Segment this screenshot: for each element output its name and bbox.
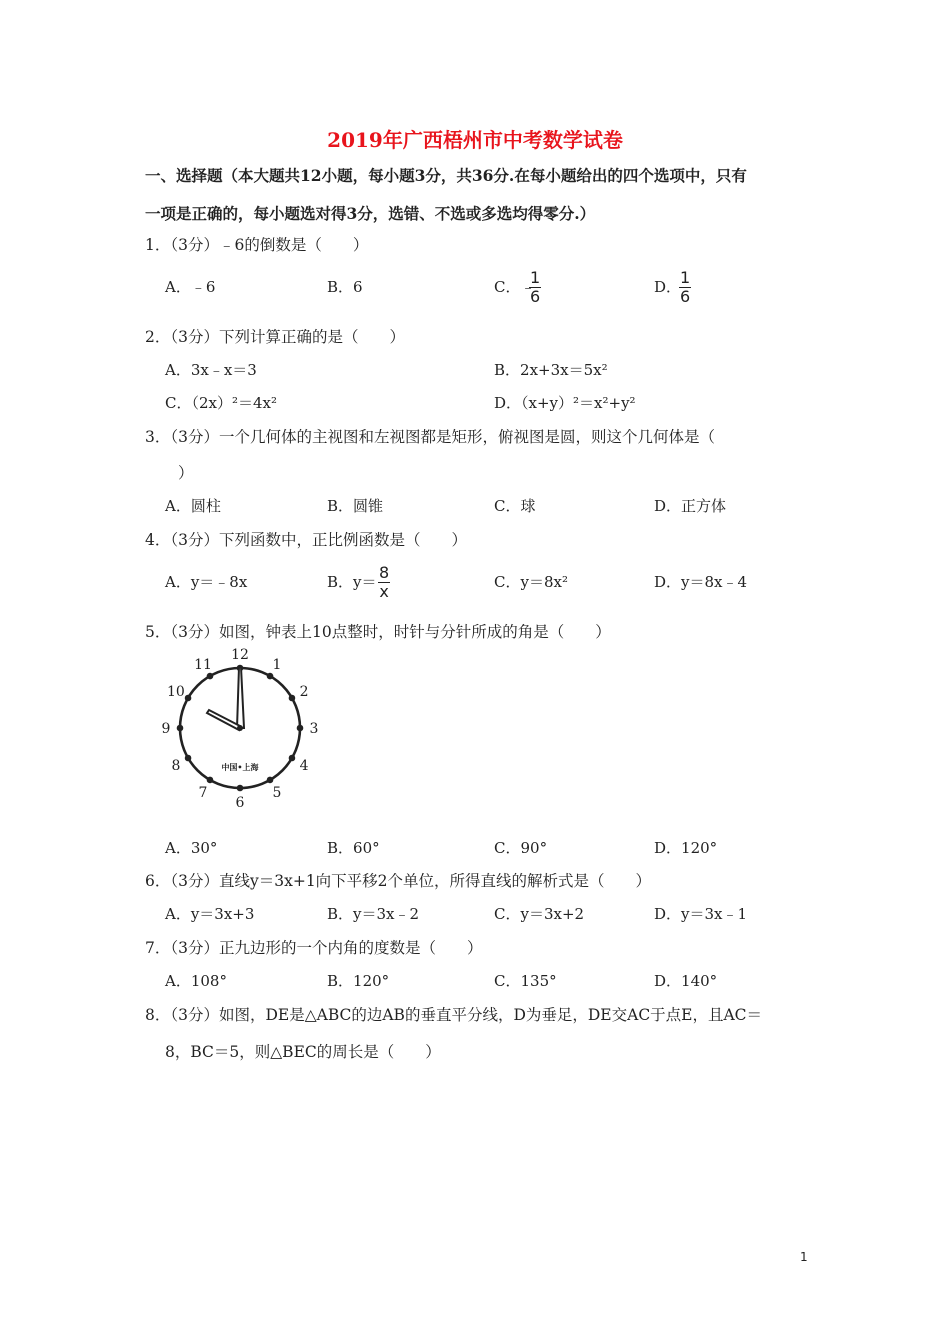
clock-number-11: 11: [194, 656, 212, 673]
question-3-option-d: D．正方体: [654, 497, 727, 515]
question-4-option-a: A．y＝﹣8x: [165, 573, 248, 591]
question-7-option-b: B．120°: [327, 972, 390, 990]
fraction-denominator: 6: [680, 287, 691, 306]
clock-number-3: 3: [309, 721, 319, 737]
question-3-option-c: C．球: [494, 497, 536, 515]
question-2-option-d: D．（x+y）²＝x²+y²: [494, 394, 636, 412]
question-7-option-d: D．140°: [654, 972, 718, 990]
question-1-option-a: A．﹣6: [165, 278, 216, 296]
clock-number-12: 12: [231, 647, 249, 663]
question-1-option-c-prefix: C．﹣: [494, 278, 536, 296]
clock-center: [237, 725, 243, 731]
question-1-option-b: B．6: [327, 278, 363, 296]
clock-number-8: 8: [171, 758, 181, 774]
clock-hour-dot: [185, 695, 192, 702]
clock-hour-dot: [177, 725, 184, 732]
clock-number-2: 2: [299, 684, 309, 700]
question-3-option-b: B．圆锥: [327, 497, 384, 515]
fraction-numerator: 8: [379, 563, 390, 582]
section-heading-line1: 一、选择题（本大题共12小题，每小题3分，共36分.在每小题给出的四个选项中，只有: [145, 166, 747, 185]
clock-hour-dot: [267, 673, 274, 680]
question-7-stem: 7．（3分）正九边形的一个内角的度数是（ ）: [145, 939, 483, 957]
question-4-option-c: C．y＝8x²: [494, 573, 568, 591]
question-4-option-d: D．y＝8x﹣4: [654, 573, 748, 591]
clock-number-4: 4: [299, 758, 309, 774]
question-2-stem: 2．（3分）下列计算正确的是（ ）: [145, 328, 405, 346]
clock-number-9: 9: [161, 721, 171, 737]
page-number: 1: [800, 1250, 808, 1264]
clock-hour-dot: [207, 673, 214, 680]
page-title: 2019年广西梧州市中考数学试卷: [327, 128, 623, 152]
question-6-option-d: D．y＝3x﹣1: [654, 905, 748, 923]
question-6-stem: 6．（3分）直线y＝3x+1向下平移2个单位，所得直线的解析式是（ ）: [145, 872, 652, 890]
question-6-option-c: C．y＝3x+2: [494, 905, 585, 923]
question-4-option-b-prefix: B．y＝: [327, 573, 377, 591]
clock-brand-text: 中国•上海: [221, 763, 259, 772]
question-8-stem-line2: 8，BC＝5，则△BEC的周长是（ ）: [165, 1043, 441, 1061]
clock-hour-dot: [207, 777, 214, 784]
question-8-stem-line1: 8．（3分）如图，DE是△ABC的边AB的垂直平分线，D为垂足，DE交AC于点E，且AC＝: [145, 1006, 763, 1024]
question-3-stem-line2: ）: [178, 464, 194, 482]
clock-number-6: 6: [235, 795, 245, 811]
question-5-option-d: D．120°: [654, 839, 718, 857]
fraction-numerator: 1: [680, 268, 691, 287]
question-2-option-b: B．2x+3x＝5x²: [494, 361, 608, 379]
hour-hand: [207, 710, 240, 730]
fraction-numerator: 1: [530, 268, 541, 287]
clock-hour-dot: [297, 725, 304, 732]
question-4-option-b-fraction: [379, 564, 389, 601]
clock-number-1: 1: [272, 656, 282, 673]
question-5-option-c: C．90°: [494, 839, 548, 857]
section-heading-line2: 一项是正确的，每小题选对得3分，选错、不选或多选均得零分.）: [145, 204, 596, 223]
clock-number-5: 5: [272, 785, 282, 802]
clock-number-7: 7: [198, 785, 208, 802]
question-5-option-b: B．60°: [327, 839, 380, 857]
clock-hour-dot: [267, 777, 274, 784]
clock-hour-dot: [237, 785, 244, 792]
question-6-option-a: A．y＝3x+3: [165, 905, 255, 923]
question-3-stem-line1: 3．（3分）一个几何体的主视图和左视图都是矩形，俯视图是圆，则这个几何体是（: [145, 428, 715, 446]
question-1-option-c-fraction: [530, 269, 540, 306]
question-5-stem: 5．（3分）如图，钟表上10点整时，时针与分针所成的角是（ ）: [145, 623, 611, 641]
question-7-option-a: A．108°: [165, 972, 227, 990]
question-2-option-c: C．（2x）²＝4x²: [165, 394, 278, 412]
clock-figure: [160, 646, 330, 811]
clock-number-10: 10: [167, 684, 185, 700]
question-3-option-a: A．圆柱: [165, 497, 221, 515]
question-1-option-d-fraction: [680, 269, 690, 306]
minute-hand: [237, 667, 244, 728]
question-1-option-d-prefix: D．: [654, 278, 682, 296]
fraction-denominator: x: [379, 582, 389, 601]
question-7-option-c: C．135°: [494, 972, 557, 990]
clock-hour-dot: [289, 695, 296, 702]
question-1-stem: 1．（3分）﹣6的倒数是（ ）: [145, 236, 369, 254]
clock-hour-dot: [185, 755, 192, 762]
question-2-option-a: A．3x﹣x＝3: [165, 361, 257, 379]
question-5-option-a: A．30°: [165, 839, 218, 857]
clock-hour-dot: [289, 755, 296, 762]
fraction-denominator: 6: [530, 287, 541, 306]
question-4-stem: 4．（3分）下列函数中，正比例函数是（ ）: [145, 531, 467, 549]
question-6-option-b: B．y＝3x﹣2: [327, 905, 420, 923]
